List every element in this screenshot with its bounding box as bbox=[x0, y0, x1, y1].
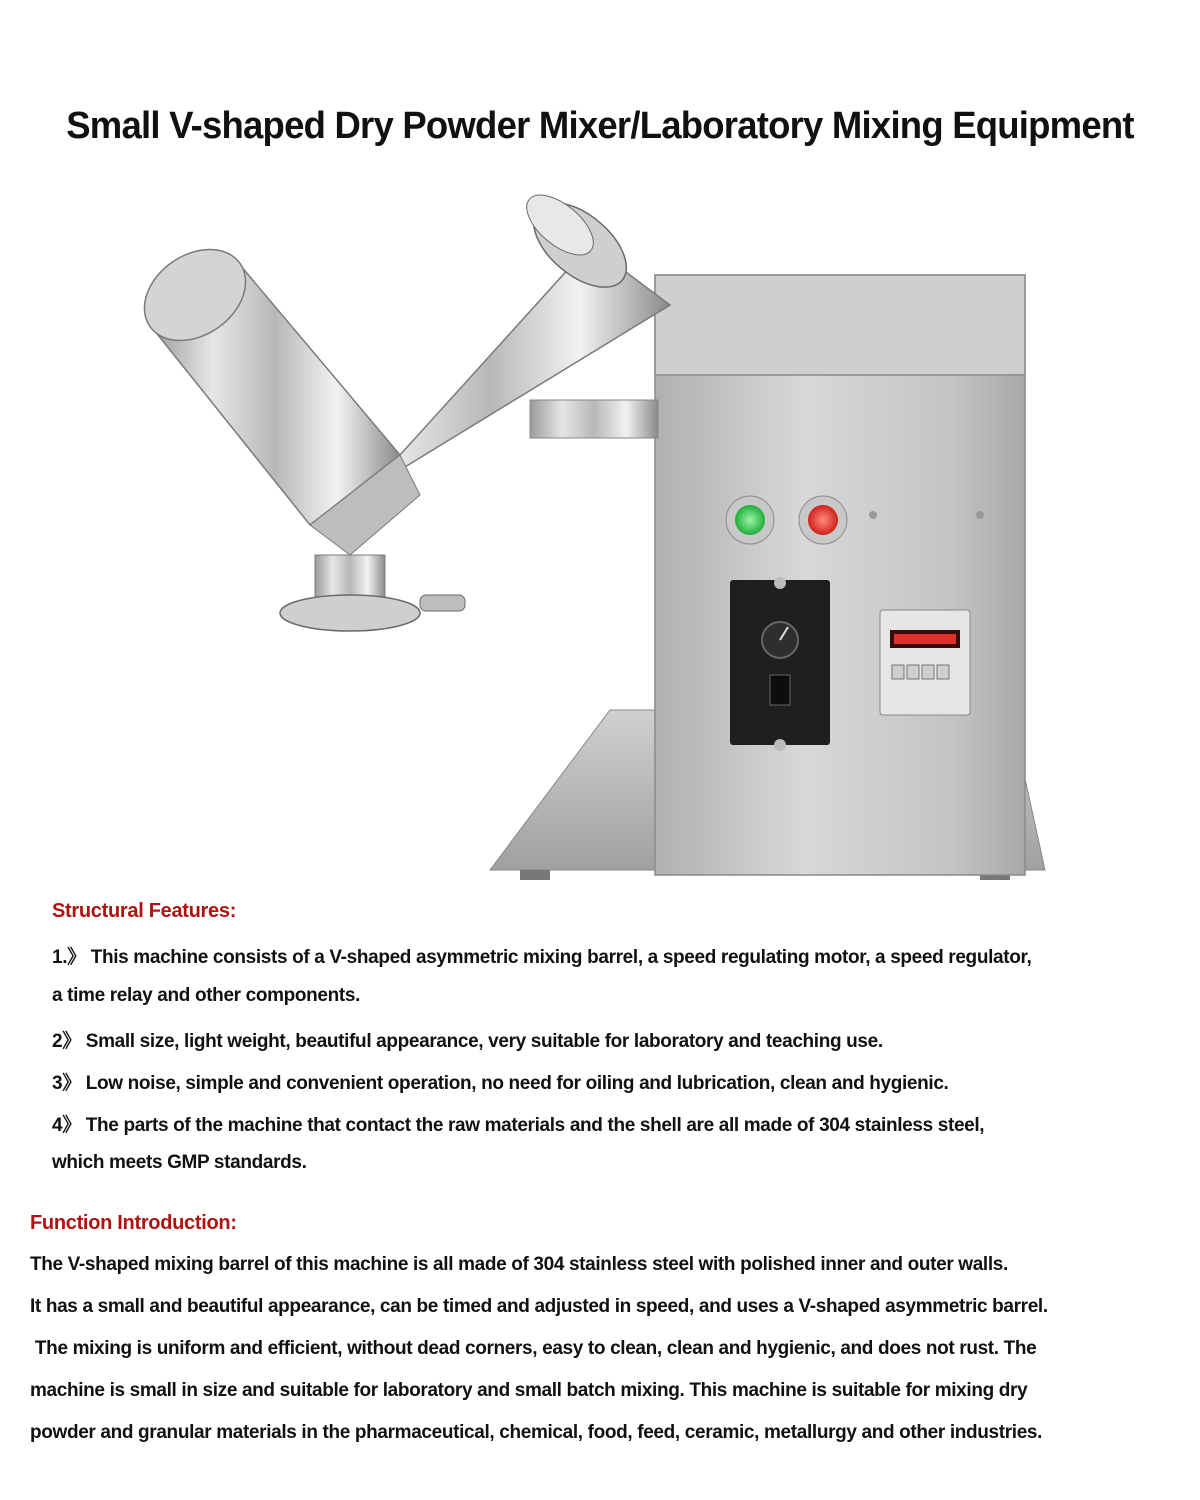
page-title: Small V-shaped Dry Powder Mixer/Laboratory Mixing Equipment bbox=[66, 105, 1134, 147]
time-relay bbox=[880, 610, 970, 715]
product-image bbox=[120, 175, 1060, 895]
structural-line: 4》 The parts of the machine that contact the raw materials and the shell are all made of 304 stainless steel, bbox=[52, 1115, 985, 1136]
power-switch bbox=[770, 675, 790, 705]
function-line: powder and granular materials in the pharmaceutical, chemical, food, feed, ceramic, metallurgy and other industries. bbox=[30, 1422, 1043, 1443]
structural-features-heading: Structural Features: bbox=[52, 900, 237, 922]
screw bbox=[976, 511, 984, 519]
structural-line: 1.》 This machine consists of a V-shaped asymmetric mixing barrel, a speed regulating motor, a speed regulator, bbox=[52, 947, 1032, 968]
function-line: It has a small and beautiful appearance, can be timed and adjusted in speed, and uses a V-shaped asymmetric barrel. bbox=[30, 1296, 1048, 1317]
control-box-top bbox=[655, 275, 1025, 375]
bottom-clamp bbox=[280, 595, 420, 631]
screw bbox=[869, 511, 877, 519]
drive-shaft bbox=[530, 400, 658, 438]
function-line: machine is small in size and suitable for laboratory and small batch mixing. This machine is suitable for mixing dry bbox=[30, 1380, 1028, 1401]
structural-line: a time relay and other components. bbox=[52, 985, 361, 1006]
structural-line: 2》 Small size, light weight, beautiful appearance, very suitable for laboratory and teaching use. bbox=[52, 1031, 883, 1052]
foot-left bbox=[520, 870, 550, 880]
function-line: The mixing is uniform and efficient, without dead corners, easy to clean, clean and hygienic, and does not rust. The bbox=[30, 1338, 1037, 1359]
structural-line: 3》 Low noise, simple and convenient operation, no need for oiling and lubrication, clean and hygienic. bbox=[52, 1073, 949, 1094]
function-line: The V-shaped mixing barrel of this machine is all made of 304 stainless steel with polished inner and outer walls. bbox=[30, 1254, 1008, 1275]
function-introduction-heading: Function Introduction: bbox=[30, 1212, 237, 1234]
structural-line: which meets GMP standards. bbox=[52, 1152, 307, 1173]
speed-regulator bbox=[730, 580, 830, 745]
